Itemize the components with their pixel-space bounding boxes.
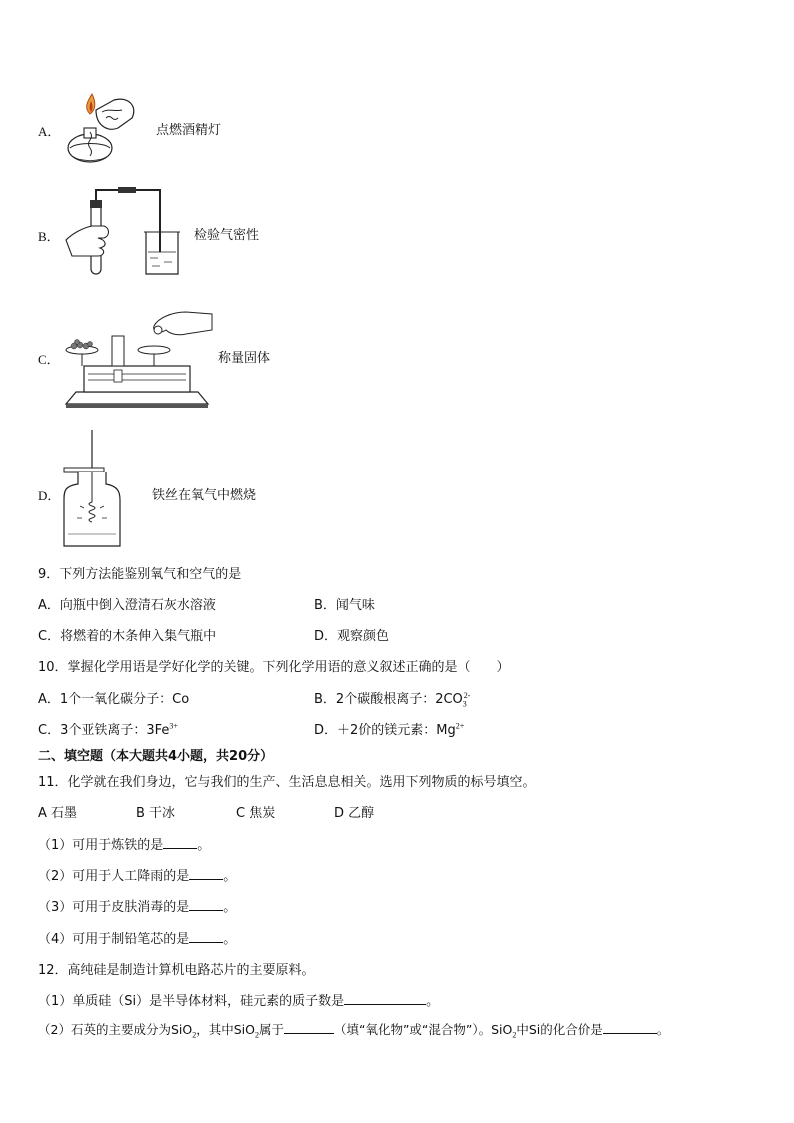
airtightness-test-icon xyxy=(64,186,190,278)
q12-part-1: （1）单质硅（Si）是半导体材料，硅元素的质子数是 。 xyxy=(38,994,440,1009)
option-a-letter: A． xyxy=(38,124,61,139)
q9-option-a: A．向瓶中倒入澄清石灰水溶液 xyxy=(38,598,216,613)
q11-choice-c: C 焦炭 xyxy=(236,806,276,821)
iron-wire-combustion-icon xyxy=(60,430,126,552)
balance-weighing-icon xyxy=(62,308,212,412)
option-c-caption: 称量固体 xyxy=(218,351,271,366)
option-a-caption: 点燃酒精灯 xyxy=(156,123,222,138)
q11-choice-d: D 乙醇 xyxy=(334,806,375,821)
q11-choice-b: B 干冰 xyxy=(136,806,176,821)
answer-blank[interactable] xyxy=(189,867,223,880)
q11-item-1: （1）可用于炼铁的是 。 xyxy=(38,838,211,853)
alcohol-lamp-lighting-icon xyxy=(62,88,148,176)
q11-item-2: （2）可用于人工降雨的是 。 xyxy=(38,869,237,884)
answer-blank[interactable] xyxy=(284,1021,334,1034)
q10-option-d: D．＋2价的镁元素：$Mg^{2+}$ xyxy=(314,721,465,738)
q11-item-4: （4）可用于制铅笔芯的是 。 xyxy=(38,932,237,947)
option-d-letter: D． xyxy=(38,488,61,503)
q10-stem: 10．掌握化学用语是学好化学的关键。下列化学用语的意义叙述正确的是（ ） xyxy=(38,660,510,675)
answer-blank[interactable] xyxy=(189,898,223,911)
section-heading: 二、填空题（本大题共4小题，共20分） xyxy=(38,749,274,764)
q9-option-b: B．闻气味 xyxy=(314,598,375,613)
q10-option-b: B．2个碳酸根离子：$2CO_3^{2-}$ xyxy=(314,690,471,709)
option-b-caption-text: 检验气密性 xyxy=(194,228,260,243)
option-b-letter: B． xyxy=(38,229,60,244)
q9-option-d: D．观察颜色 xyxy=(314,629,390,644)
answer-blank[interactable] xyxy=(189,930,223,943)
answer-blank[interactable] xyxy=(603,1021,657,1034)
option-c-letter: C． xyxy=(38,352,60,367)
q10-option-c: C．3个亚铁离子：$3Fe^{3+}$ xyxy=(38,721,178,738)
answer-blank[interactable] xyxy=(344,992,426,1005)
answer-blank[interactable] xyxy=(163,836,197,849)
q12-stem: 12．高纯硅是制造计算机电路芯片的主要原料。 xyxy=(38,963,315,978)
q10-option-a: A．1个一氧化碳分子：Co xyxy=(38,692,190,707)
q11-stem: 11．化学就在我们身边，它与我们的生产、生活息息相关。选用下列物质的标号填空。 xyxy=(38,775,536,790)
q9-stem: 9．下列方法能鉴别氧气和空气的是 xyxy=(38,567,242,582)
option-d-caption: 铁丝在氧气中燃烧 xyxy=(152,488,257,503)
q12-part-2: （2）石英的主要成分为SiO$_2$，其中SiO$_2$属于 （填“氧化物”或“混合物”）。SiO$_2$中Si的化合价是 。 xyxy=(38,1022,670,1040)
q11-choice-a: A 石墨 xyxy=(38,806,78,821)
q11-item-3: （3）可用于皮肤消毒的是 。 xyxy=(38,900,237,915)
q9-option-c: C．将燃着的木条伸入集气瓶中 xyxy=(38,629,217,644)
